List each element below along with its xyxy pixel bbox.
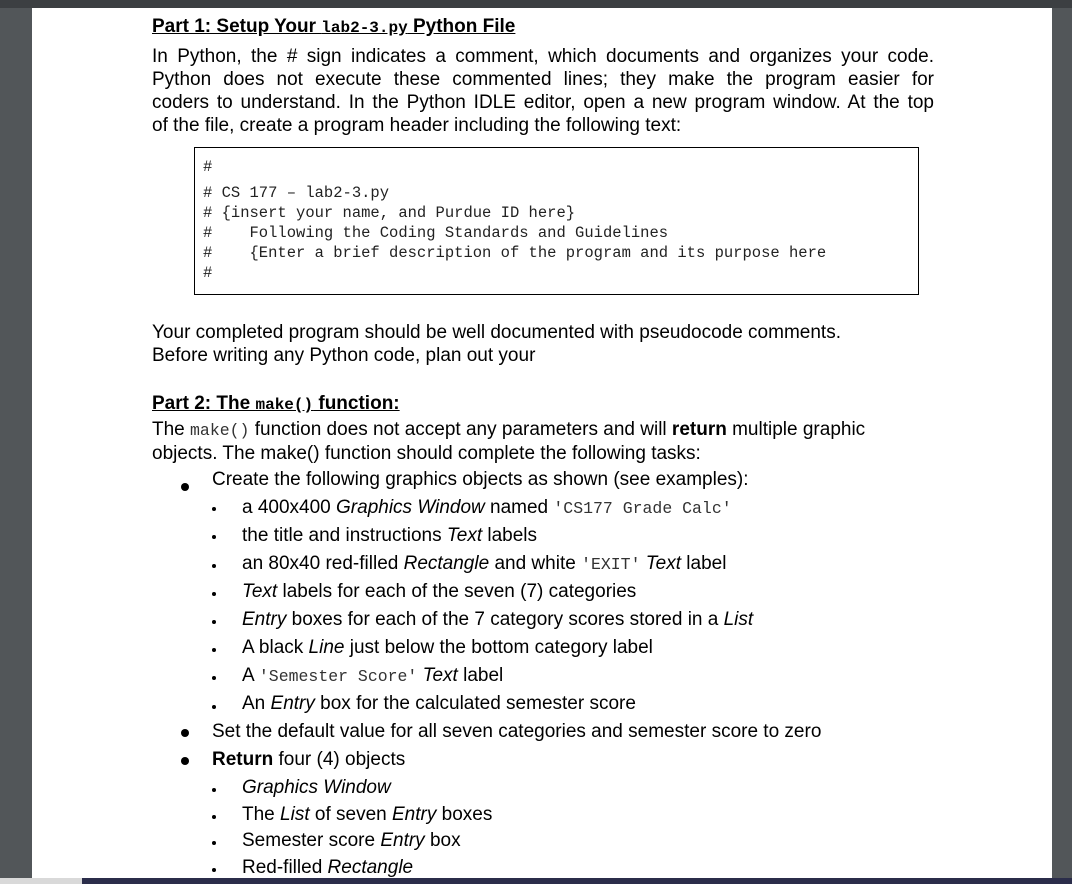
- return-item-rectangle: [242, 857, 413, 879]
- bottom-bar-segment: [0, 878, 82, 884]
- italic-term: Entry: [380, 830, 425, 851]
- sub-bullet-dot: [212, 620, 216, 624]
- code: 'CS177 Grade Calc': [553, 499, 732, 518]
- intro-line: Python does not execute these commented lines; they make the program easier for: [152, 69, 934, 90]
- italic-term: Entry: [242, 609, 287, 630]
- part2-heading-prefix: Part 2: The: [152, 393, 256, 414]
- italic-term: Rectangle: [403, 553, 490, 574]
- return-item-entry-list: [242, 804, 492, 826]
- sub-item-title-labels: [242, 525, 537, 547]
- sub-bullet-dot: [212, 788, 216, 792]
- part1-after-paragraph: [152, 321, 952, 367]
- sub-bullet-dot: [212, 564, 216, 568]
- document-page: [32, 8, 1052, 884]
- bullet-dot: [181, 729, 189, 737]
- part2-intro-line1: [152, 418, 934, 442]
- text: boxes for each of the 7 category scores stored in a: [286, 609, 724, 630]
- make-code: make(): [190, 421, 250, 440]
- code: 'EXIT': [581, 555, 641, 574]
- text: of seven: [309, 804, 392, 825]
- text: an 80x40 red-filled: [242, 553, 404, 574]
- part2-intro-line2: objects. The make() function should complete the following tasks:: [152, 443, 701, 464]
- code-line: #: [203, 158, 213, 176]
- text: multiple graphic: [726, 419, 866, 440]
- italic-term: Graphics Window: [242, 777, 391, 798]
- sub-bullet-dot: [212, 868, 216, 872]
- after-line: Your completed program should be well documented with pseudocode comments.: [152, 322, 841, 343]
- sub-bullet-dot: [212, 648, 216, 652]
- return-item-semester-entry: [242, 830, 461, 852]
- task-create-objects: Create the following graphics objects as shown (see examples):: [212, 469, 749, 490]
- part1-heading-suffix: Python File: [407, 16, 516, 37]
- part2-heading: [152, 393, 400, 415]
- code-line: # CS 177 – lab2-3.py: [203, 184, 390, 202]
- code-line: #: [203, 264, 213, 282]
- sub-item-exit-rectangle: [242, 553, 726, 575]
- program-header-code-box: [194, 147, 919, 295]
- sub-bullet-dot: [212, 507, 216, 511]
- code-line: # {insert your name, and Purdue ID here}: [203, 204, 576, 222]
- part2-heading-suffix: function:: [313, 393, 400, 414]
- italic-term: List: [280, 804, 310, 825]
- intro-line: coders to understand. In the Python IDLE editor, open a new program window. At the top: [152, 92, 934, 113]
- sub-bullet-dot: [212, 841, 216, 845]
- part2-intro-paragraph: [152, 418, 934, 465]
- part1-heading-code: lab2-3.py: [321, 19, 408, 37]
- code-line: # {Enter a brief description of the program and its purpose here: [203, 244, 827, 262]
- italic-term: Text: [242, 581, 278, 602]
- italic-term: Text: [422, 665, 458, 686]
- text: named: [484, 497, 554, 518]
- text: labels for each of the seven (7) categories: [277, 581, 637, 602]
- italic-term: Graphics Window: [336, 497, 485, 518]
- sub-item-category-labels: [242, 581, 636, 603]
- sub-bullet-dot: [212, 705, 216, 709]
- italic-term: Entry: [392, 804, 437, 825]
- part1-intro-paragraph: [152, 45, 934, 137]
- text: the title and instructions: [242, 525, 447, 546]
- text: four (4) objects: [273, 749, 406, 770]
- text: and white: [489, 553, 582, 574]
- after-line: Before writing any Python code, plan out your: [152, 345, 536, 366]
- text: box for the calculated semester score: [314, 693, 636, 714]
- intro-line: In Python, the # sign indicates a comment, which documents and organizes your code.: [152, 46, 934, 67]
- sub-bullet-dot: [212, 535, 216, 539]
- viewer-top-bar: [0, 0, 1072, 8]
- text: label: [457, 665, 504, 686]
- sub-bullet-dot: [212, 592, 216, 596]
- text: just below the bottom category label: [344, 637, 653, 658]
- viewer-bottom-bar: [0, 878, 1072, 884]
- italic-term: Entry: [270, 693, 315, 714]
- sub-item-semester-label: [242, 665, 503, 687]
- italic-term: List: [723, 609, 754, 630]
- text: A black: [242, 637, 309, 658]
- text: The: [152, 419, 191, 440]
- return-bold: return: [671, 419, 727, 440]
- part2-heading-code: make(): [255, 396, 314, 414]
- italic-term: Text: [446, 525, 483, 546]
- italic-term: Line: [308, 637, 345, 658]
- sub-item-semester-entry: [242, 693, 636, 715]
- sub-bullet-dot: [212, 815, 216, 819]
- italic-term: Rectangle: [327, 857, 414, 878]
- text: Semester score: [242, 830, 381, 851]
- italic-term: Text: [645, 553, 681, 574]
- sub-item-entry-boxes: [242, 609, 753, 631]
- bullet-dot: [181, 757, 189, 765]
- code: 'Semester Score': [258, 667, 418, 686]
- text: box: [424, 830, 461, 851]
- task-return-objects: [212, 749, 405, 771]
- task-default-values: Set the default value for all seven categories and semester score to zero: [212, 721, 822, 742]
- text: A: [242, 665, 259, 686]
- text: boxes: [436, 804, 493, 825]
- return-bold: Return: [212, 749, 274, 770]
- text: labels: [482, 525, 538, 546]
- text: An: [242, 693, 271, 714]
- sub-item-graphics-window: [242, 497, 732, 519]
- text: function does not accept any parameters and will: [249, 419, 672, 440]
- return-item-window: [242, 777, 391, 799]
- text: Red-filled: [242, 857, 328, 878]
- bullet-dot: [181, 483, 189, 491]
- sub-item-black-line: [242, 637, 653, 659]
- intro-line: of the file, create a program header including the following text:: [152, 115, 682, 136]
- text: The: [242, 804, 281, 825]
- code-line: # Following the Coding Standards and Guidelines: [203, 224, 669, 242]
- part1-heading: [152, 16, 515, 38]
- text: a 400x400: [242, 497, 337, 518]
- part1-heading-prefix: Part 1: Setup Your: [152, 16, 322, 37]
- text: label: [681, 553, 727, 574]
- sub-bullet-dot: [212, 676, 216, 680]
